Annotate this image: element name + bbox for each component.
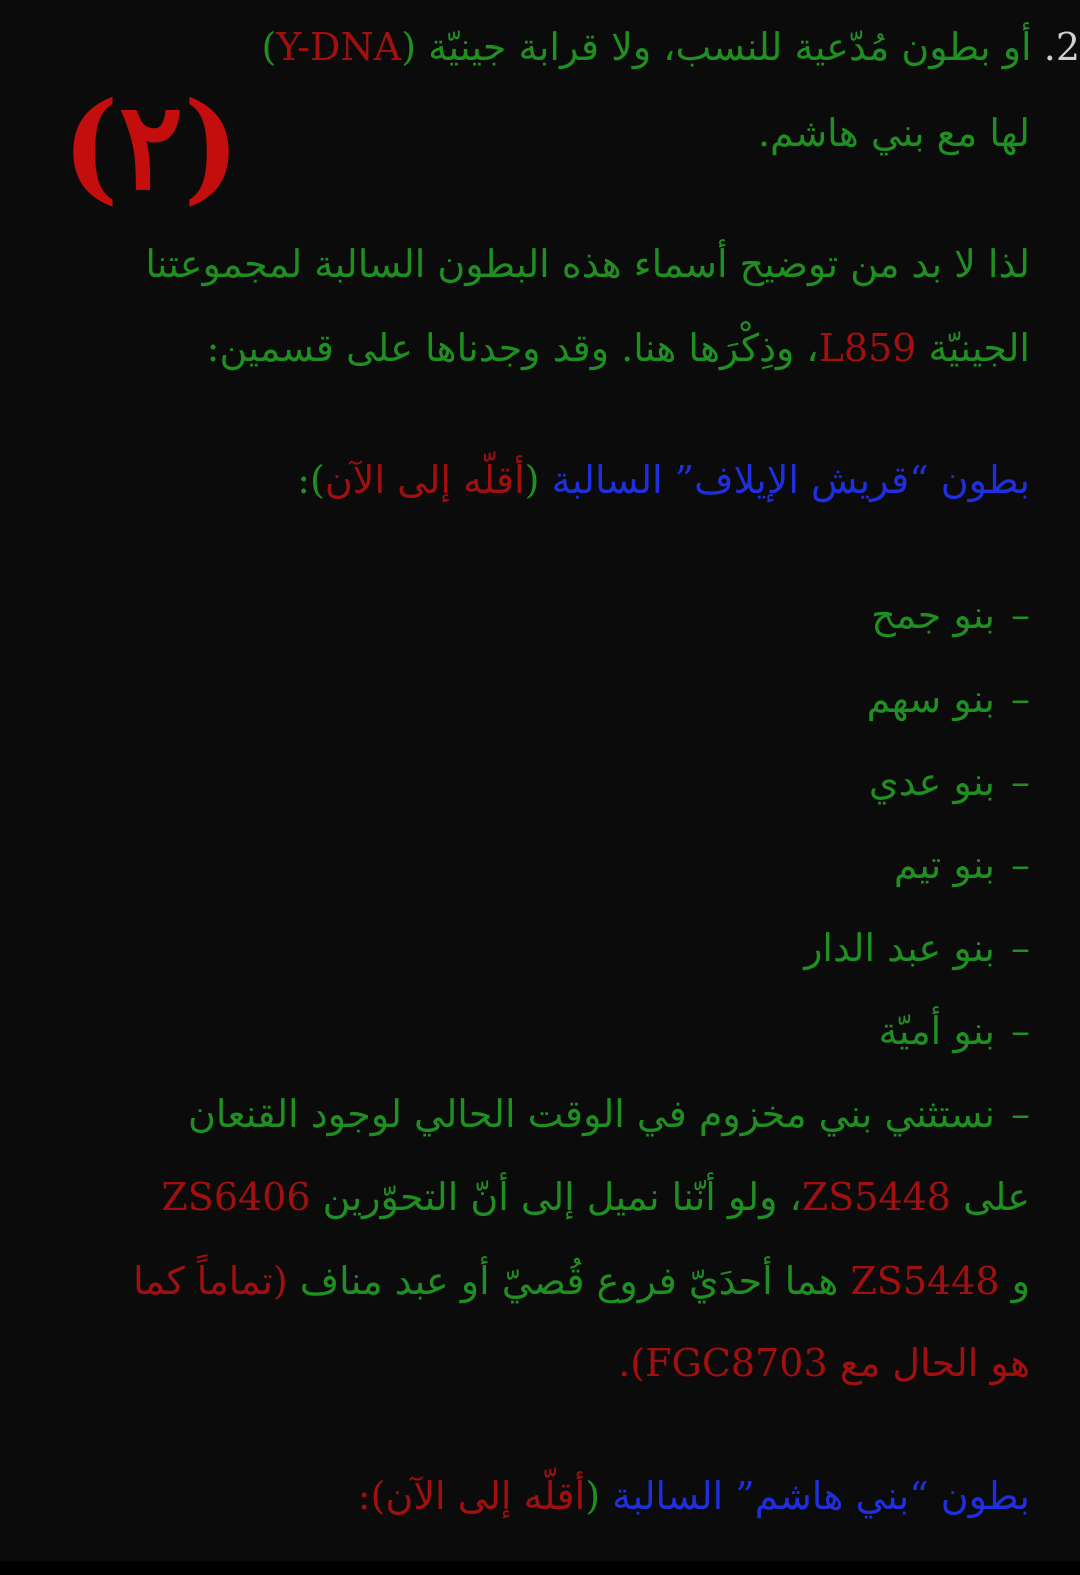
list-item-text: بنو جمح — [871, 593, 995, 637]
heading-2-close: ): — [357, 1474, 386, 1518]
list-item-text: بنو سهم — [866, 677, 995, 721]
haplogroup-code: L859 — [818, 326, 917, 370]
heading-quraysh — [297, 457, 1030, 503]
exception-text-1: نستثني بني مخزوم في الوقت الحالي لوجود القنعان — [187, 1092, 995, 1136]
list-dash: – — [1011, 677, 1030, 721]
heading-1-title: بطون “قريش الإيلاف” السالبة — [551, 458, 1030, 502]
bottom-divider — [0, 1561, 1080, 1575]
mutation-code: FGC8703 — [645, 1341, 828, 1385]
paragraph-1-line-1 — [261, 24, 1080, 70]
list-number: 2. — [1043, 25, 1080, 69]
list-dash: – — [1011, 593, 1030, 637]
list-dash: – — [1011, 1009, 1030, 1053]
heading-1-open-paren: ( — [524, 458, 540, 502]
heading-2-open-paren: ( — [585, 1474, 601, 1518]
paragraph-2-line-1: لذا لا بد من توضيح أسماء هذه البطون السالبة لمجموعتنا — [145, 242, 1030, 286]
mutation-code: ZS6406 — [161, 1175, 311, 1219]
list-item-text: بنو عبد الدار — [804, 926, 995, 970]
list-item — [871, 592, 1030, 638]
exception-text-2b: ، ولو أنّنا نميل إلى أنّ التحوّرين — [322, 1175, 802, 1219]
paragraph-2-text-b: ، وذِكْرَها هنا. وقد وجدناها على قسمين: — [206, 326, 819, 370]
list-dash: – — [1011, 1092, 1030, 1136]
open-paren: ( — [401, 25, 417, 69]
exception-paren-note: (تماماً كما — [133, 1259, 288, 1303]
section-marker: (٢) — [62, 76, 241, 217]
list-dash: – — [1011, 843, 1030, 887]
list-item — [894, 842, 1030, 888]
list-item-text: بنو عدي — [868, 760, 995, 804]
ydna-term: Y-DNA — [276, 25, 402, 69]
paragraph-2-line-2 — [207, 325, 1030, 371]
exception-text-4b: ). — [618, 1341, 646, 1385]
exception-text-2a: على — [963, 1175, 1030, 1219]
heading-hashim — [358, 1473, 1030, 1519]
paragraph-1-text: أو بطون مُدّعية للنسب، ولا قرابة جينيّة — [428, 25, 1032, 69]
exception-line-1 — [188, 1091, 1030, 1137]
list-item-text: بنو أميّة — [878, 1009, 995, 1053]
list-item — [878, 1008, 1030, 1054]
exception-text-3b: هما أحدَيّ فروع قُصيّ أو عبد مناف — [299, 1259, 839, 1303]
paragraph-2-text-a: الجينيّة — [928, 326, 1030, 370]
exception-line-3 — [133, 1258, 1030, 1304]
list-dash: – — [1011, 760, 1030, 804]
exception-line-2 — [161, 1174, 1030, 1220]
heading-2-title: بطون “بني هاشم” السالبة — [612, 1474, 1030, 1518]
exception-line-4 — [618, 1340, 1030, 1386]
heading-1-close: ): — [297, 458, 325, 502]
list-item — [804, 925, 1030, 971]
list-item-text: بنو تيم — [893, 843, 995, 887]
exception-text-4a: هو الحال مع — [839, 1341, 1030, 1385]
paragraph-1-line-2: لها مع بني هاشم. — [757, 111, 1030, 155]
list-item — [867, 676, 1030, 722]
heading-1-note: أقلّه إلى الآن — [324, 458, 525, 502]
close-paren: ) — [261, 25, 277, 69]
mutation-code: ZS5448 — [801, 1175, 951, 1219]
heading-2-note: أقلّه إلى الآن — [385, 1474, 586, 1518]
list-item — [869, 759, 1030, 805]
mutation-code: ZS5448 — [850, 1259, 1000, 1303]
list-dash: – — [1011, 926, 1030, 970]
exception-text-3a: و — [1011, 1259, 1030, 1303]
